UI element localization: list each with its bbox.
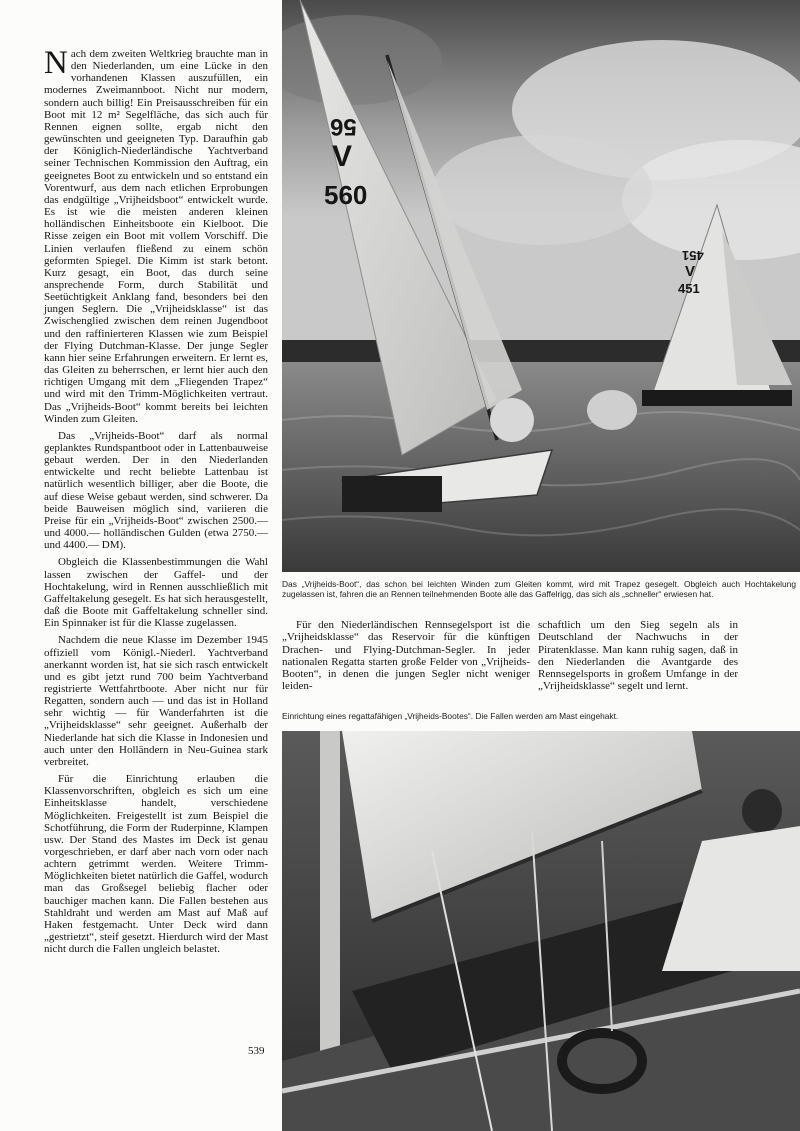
- sail-number-top: 56: [330, 113, 357, 140]
- article-paragraph-3: Obgleich die Klassenbestimmungen die Wahl lassen zwischen der Gaffel- und der Hochtakelung, wird in Rennen ausschließlich mit Gaffeltakelung gesegelt. Es hat sich herausgestellt, daß die Boote mit Gaffeltakelung schneller sind. Ein Spinnaker ist für die Klasse zugelassen.: [44, 556, 268, 630]
- middle-left-text: Für den Niederländischen Rennsegelsport ist die „Vrijheidsklasse“ das Reservoir für die künftigen Drachen- und Flying-Dutchman-Segler. In jeder nationalen Regatta starten große Felder von „Vrijheids-Booten“, in denen die jungen Segler nicht weniger leiden-: [282, 619, 530, 693]
- sail-number: 560: [324, 180, 368, 210]
- article-paragraph-1: [44, 45, 268, 425]
- sailing-photo-illustration: [282, 0, 800, 572]
- caption-top-photo: Das „Vrijheids-Boot“, das schon bei leichten Winden zum Gleiten kommt, wird mit Trapez gesegelt. Obgleich auch Hochtakelung zugelassen ist, fahren die an Rennen teilnehmenden Boote alle das Gaffelrigg, das sich als „schneller“ erwiesen hat.: [282, 579, 796, 600]
- article-left-column: [44, 45, 269, 960]
- middle-right-text: schaftlich um den Sieg segeln als in Deutschland der Nachwuchs in der Piratenklasse. Man kann ruhig sagen, daß in den Niederlanden die Avantgarde des Rennsegelsports in großem Umfange in der „Vrijheidsklasse“ segelt und lernt.: [538, 619, 738, 693]
- caption-bottom-photo: Einrichtung eines regattafähigen „Vrijheids-Bootes“. Die Fallen werden am Mast eingehakt.: [282, 711, 619, 721]
- article-paragraph-2: Das „Vrijheids-Boot“ darf als normal geplanktes Rundspantboot oder in Lattenbauweise gebaut werden. Der in den Niederlanden entwickelte und recht beliebte Lattenbau ist natürlich wesentlich billiger, aber die Boote, die auf diese Weise gebaut werden, sind schwerer. Da beide Bauweisen möglich sind, variieren die Preise für ein „Vrijheids-Boot“ zwischen 2500.— und 4000.— holländischen Gulden (etwa 2750.— und 4400.— DM).: [44, 429, 268, 552]
- second-sail-number: 451: [678, 281, 700, 296]
- second-sail-letter: V: [685, 263, 696, 280]
- article-paragraph-4: Nachdem die neue Klasse im Dezember 1945 offiziell vom Königl.-Niederl. Yachtverband anerkannt worden ist, hat sie sich rasch entwickelt und es gibt jetzt rund 700 beim Yachtverband registrierte Wettfahrtboote. Aber nicht nur für Regatten, sondern auch — und das ist in Holland sehr wichtig — für Wanderfahrten ist die „Vrijheidsklasse“ sehr geeignet. Außerhalb der Niederlande hat sich die Klasse in Indonesien und auch unter den Holländern in Neu-Guinea stark verbreitet.: [44, 634, 268, 768]
- article-middle-left: [282, 619, 530, 693]
- photo-sailing-boats: [282, 0, 800, 572]
- second-sail-number-top: 451: [682, 248, 704, 263]
- sail-letter: V: [332, 140, 353, 173]
- article-middle-right: [538, 619, 738, 693]
- photo-boat-interior: [282, 731, 800, 1131]
- page-number: 539: [248, 1045, 265, 1057]
- boat-interior-illustration: [282, 731, 800, 1131]
- drop-cap: N: [44, 45, 68, 81]
- article-paragraph-5: Für die Einrichtung erlauben die Klassenvorschriften, obgleich es sich um eine Einheitsklasse handelt, verschiedene Möglichkeiten. Freigestellt ist zum Beispiel die Schotführung, die Form der Ruderpinne, Klampen usw. Der Stand des Mastes im Deck ist genau vorgeschrieben, er darf aber nach vorn oder nach achtern getrimmt werden. Weitere Trimm-Möglichkeiten bietet natürlich die Gaffel, wodurch man das Großsegel beliebig flacher oder bauchiger machen kann. Die Fallen bestehen aus Stahldraht und werden am Mast auf Maß auf Haken festgemacht. Unter Deck wird dann „gestrietzt“, steif gesetzt. Hierdurch wird der Mast nicht durch die Fallen ungleich belastet.: [44, 773, 269, 956]
- paragraph-1-text: ach dem zweiten Weltkrieg brauchte man in den Niederlanden, um eine Lücke in den vorhandenen Klassen auszufüllen, ein modernes Zweimannboot. Nicht nur modern, sondern auch billig! Ein Preisausschreiben für ein Boot mit 12 m² Segelfläche, das sich auch für Rennen eignen sollte, ergab nicht den gewünschten und geeigneten Typ. Daraufhin gab der Königlich-Niederländische Yachtverband seiner Technischen Kommission den Auftrag, ein geeignetes Boot zu entwickeln und so entstand ein Vorentwurf, aus dem nach etlichen Erprobungen das endgültige „Vrijheidsboot“ entwickelt wurde. Es ist wie die meisten anderen kleinen holländischen Einheitsboote ein Kielboot. Die Risse zeigen ein Boot mit vollem Vorschiff. Die Linien verlaufen fließend zu einem schön geformten Spiegel. Die Kimm ist stark betont. Kurz gesagt, ein Boot, das durch seine ansprechende Form, durch Stabilität und Seetüchtigkeit Anklang fand, besonders bei den jungen Seglern. Die „Vrijheidsklasse“ ist das Zwischenglied zwischen dem reinen Jugendboot und den raffinierteren Klassen wie zum Beispiel der Flying Dutchman-Klasse. Der junge Segler kann hier seine Erfahrungen erweitern. Er lernt es, das Gleiten zu beherrschen, er lernt hier auch den richtigen Umgang mit dem „Fliegenden Trapez“ und wird mit den Trimm-Möglichkeiten vertraut. Das „Vrijheids-Boot“ kommt bereits bei leichten Winden zum Gleiten.: [44, 48, 268, 425]
